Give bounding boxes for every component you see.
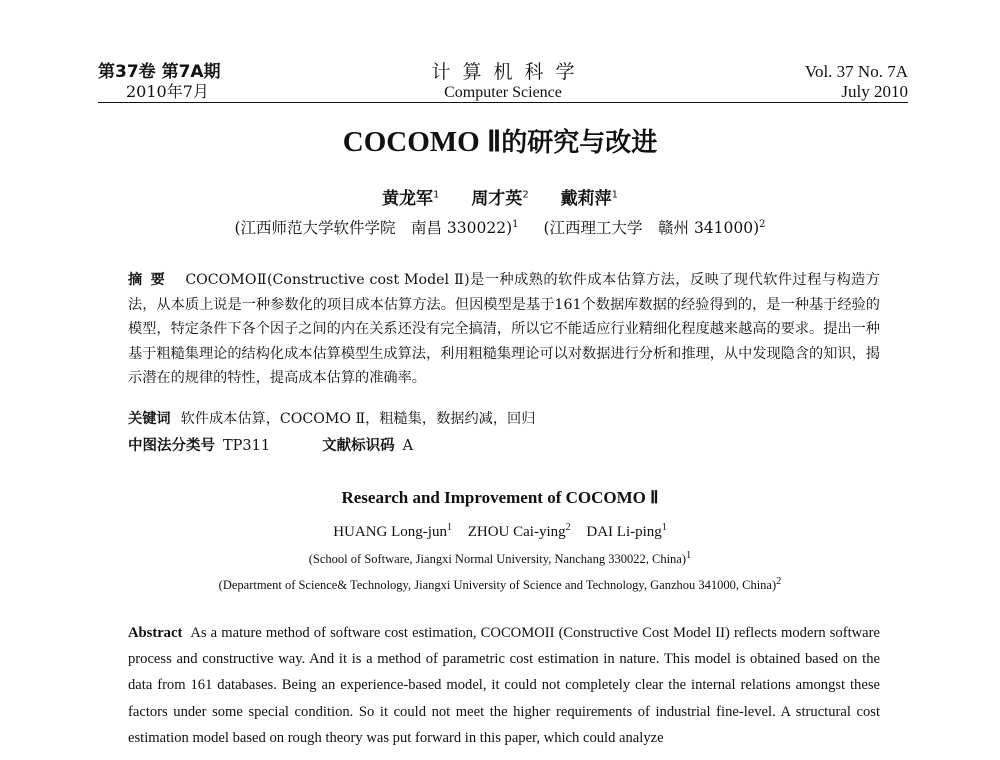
journal-volume-en	[805, 62, 908, 101]
paper-title	[0, 122, 1000, 159]
clc-label: 中图法分类号	[128, 438, 215, 454]
abstract-cn-label: 摘要	[128, 272, 174, 288]
abstract-en-text: As a mature method of software cost estimation, COCOMOII (Constructive Cost Model II) reflects modern software process and constructive way. And it is a method of parametric cost estimation in nature. This model is obtained based on the data from 161 databases. Being an experience-based model, it could not completely clear the internal relations amongst these factors under some special condition. So it could not meet the higher requirements of industrial fine-level. A structural cost estimation model based on rough theory was put forward in this paper, which could analyze	[128, 625, 880, 746]
author: 戴莉萍$^1$	[560, 189, 618, 209]
author-list	[0, 184, 1000, 209]
title-chinese: 的研究与改进	[501, 128, 658, 158]
affiliation: (江西理工大学 赣州 341000)$^2$	[543, 218, 766, 237]
title-latin: COCOMO Ⅱ	[342, 126, 502, 158]
english-author: HUANG Long-jun$^1$	[333, 522, 452, 540]
publication-date-cn: 2010年7月	[126, 82, 209, 101]
journal-name-en: Computer Science	[444, 84, 562, 101]
english-affiliation: (Department of Science& Technology, Jiangxi University of Science and Technology, Ganzhou 341000, China)$^2$	[218, 576, 782, 593]
clc-code: TP311	[223, 438, 271, 454]
volume-number-en: Vol. 37 No. 7A	[804, 62, 908, 81]
author: 黄龙军$^1$	[382, 189, 440, 209]
abstract-cn	[128, 268, 880, 391]
keywords-label: 关键词	[128, 411, 171, 427]
publication-date-en: July 2010	[841, 82, 908, 101]
abstract-en	[128, 620, 880, 751]
volume-issue: 第37卷 第7A期	[98, 62, 221, 82]
english-title: Research and Improvement of COCOMO Ⅱ	[341, 488, 659, 507]
journal-name-cn: 计算机科学	[431, 61, 587, 83]
affiliation: (江西师范大学软件学院 南昌 330022)$^1$	[234, 218, 519, 237]
doc-code-value: A	[402, 438, 414, 454]
running-header	[98, 62, 908, 106]
english-author-list	[0, 522, 1000, 541]
affiliation-list	[0, 216, 1000, 238]
journal-name	[98, 62, 908, 102]
classification-line	[128, 434, 880, 455]
keywords-cn	[128, 408, 880, 428]
english-author: DAI Li-ping$^1$	[586, 522, 667, 540]
keywords-text: 软件成本估算，COCOMO Ⅱ，粗糙集，数据约减，回归	[180, 411, 536, 427]
author: 周才英$^2$	[471, 189, 529, 209]
doc-code-label: 文献标识码	[322, 438, 395, 454]
abstract-cn-text: COCOMOⅡ(Constructive cost Model Ⅱ)是一种成熟的软件成本估算方法，反映了现代软件过程与构造方法，从本质上说是一种参数化的项目成本估算方法。但因模型是基于161个数据库数据的经验得到的，是一种基于经验的模型，特定条件下各个因子之间的内在关系还没有完全搞清，所以它不能适应行业精细化程度越来越高的要求。提出一种基于粗糙集理论的结构化成本估算模型生成算法，利用粗糙集理论可以对数据进行分析和推理，从中发现隐含的知识，揭示潜在的规律的特性，提高成本估算的准确率。	[128, 272, 880, 386]
english-author: ZHOU Cai-ying$^2$	[467, 522, 571, 540]
abstract-en-label: Abstract	[128, 625, 183, 641]
english-affiliation: (School of Software, Jiangxi Normal University, Nanchang 330022, China)$^1$	[308, 550, 692, 567]
header-rule	[98, 102, 908, 103]
